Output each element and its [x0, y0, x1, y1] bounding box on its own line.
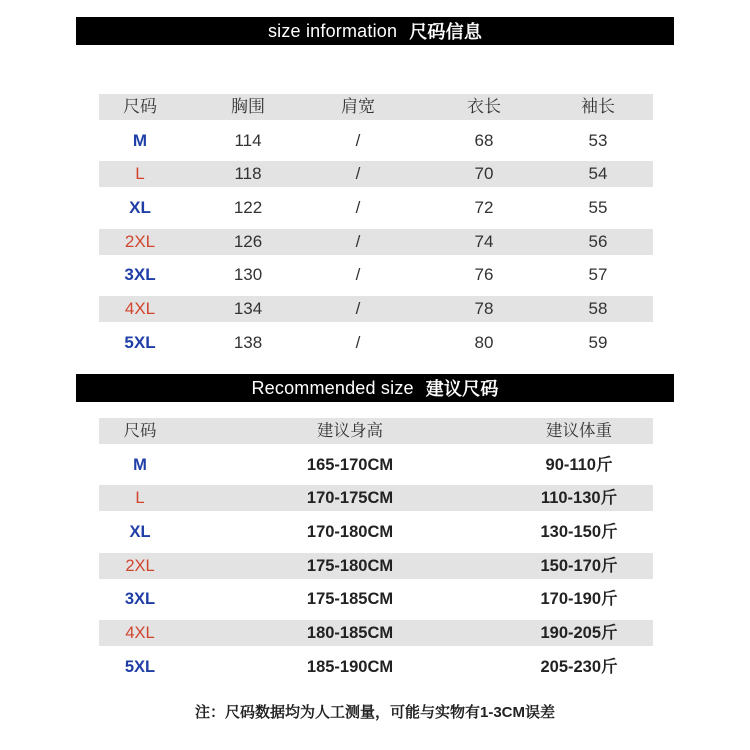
size-label: XL — [129, 523, 151, 542]
length-value: 80 — [474, 332, 494, 352]
length-value: 76 — [474, 265, 494, 285]
chest-value: 138 — [233, 332, 263, 352]
shoulder-value: / — [355, 164, 361, 184]
sleeve-value: 53 — [588, 130, 608, 150]
sleeve-value: 59 — [588, 332, 608, 352]
recommended-size-table — [99, 418, 653, 688]
sleeve-value: 58 — [588, 299, 608, 319]
size-info-banner-cn: 尺码信息 — [409, 22, 483, 42]
weight-value: 205-230斤 — [540, 657, 618, 676]
length-value: 74 — [474, 231, 494, 251]
chest-value: 134 — [233, 299, 263, 319]
header-length: 衣长 — [467, 97, 501, 116]
table-row — [99, 296, 653, 322]
sleeve-value: 56 — [588, 231, 608, 251]
table-row — [99, 330, 653, 356]
size-info-table — [99, 94, 653, 364]
header-height: 建议身高 — [317, 422, 383, 440]
weight-value: 90-110斤 — [545, 455, 613, 474]
size-label: XL — [129, 198, 151, 218]
measurement-note: 注：尺码数据均为人工测量，可能与实物有1-3CM误差 — [194, 704, 555, 721]
weight-value: 130-150斤 — [540, 523, 618, 542]
header-sleeve: 袖长 — [581, 97, 615, 116]
table-row — [99, 262, 653, 288]
header-size: 尺码 — [123, 97, 157, 116]
weight-value: 190-205斤 — [540, 624, 618, 643]
table-row — [99, 553, 653, 579]
height-value: 165-170CM — [306, 455, 394, 474]
size-info-banner — [76, 17, 674, 45]
size-label: L — [135, 489, 145, 508]
table-row — [99, 195, 653, 221]
shoulder-value: / — [355, 130, 361, 150]
shoulder-value: / — [355, 332, 361, 352]
chest-value: 114 — [234, 130, 262, 150]
table-row — [99, 519, 653, 545]
chest-value: 118 — [234, 164, 262, 184]
shoulder-value: / — [355, 299, 361, 319]
sleeve-value: 55 — [588, 198, 608, 218]
table-header-row — [99, 418, 653, 444]
height-value: 175-185CM — [306, 590, 394, 609]
size-label: M — [132, 130, 148, 150]
table-row — [99, 128, 653, 154]
table-row — [99, 586, 653, 612]
size-label: 2XL — [125, 556, 155, 575]
header-shoulder: 肩宽 — [341, 97, 375, 116]
recommended-banner-cn: 建议尺码 — [425, 379, 499, 399]
sleeve-value: 57 — [588, 265, 608, 285]
length-value: 68 — [474, 130, 494, 150]
shoulder-value: / — [355, 231, 361, 251]
length-value: 70 — [474, 164, 494, 184]
header-weight: 建议体重 — [546, 422, 612, 440]
height-value: 170-175CM — [306, 489, 394, 508]
shoulder-value: / — [355, 265, 361, 285]
size-label: 4XL — [125, 624, 155, 643]
size-label: 3XL — [124, 265, 156, 285]
table-row — [99, 161, 653, 187]
size-label: 4XL — [124, 299, 156, 319]
header-size: 尺码 — [123, 422, 157, 440]
table-row — [99, 654, 653, 680]
table-header-row — [99, 94, 653, 120]
height-value: 180-185CM — [306, 624, 394, 643]
shoulder-value: / — [355, 198, 361, 218]
table-row — [99, 485, 653, 511]
length-value: 72 — [474, 198, 494, 218]
size-label: 5XL — [124, 332, 156, 352]
weight-value: 150-170斤 — [540, 556, 618, 575]
size-label: M — [133, 455, 147, 474]
table-row — [99, 229, 653, 255]
size-label: 3XL — [124, 590, 156, 609]
chest-value: 130 — [233, 265, 263, 285]
height-value: 170-180CM — [306, 523, 394, 542]
table-row — [99, 620, 653, 646]
header-chest: 胸围 — [231, 97, 265, 116]
weight-value: 170-190斤 — [540, 590, 618, 609]
recommended-banner-en: Recommended size — [251, 377, 414, 398]
height-value: 175-180CM — [306, 556, 394, 575]
height-value: 185-190CM — [306, 657, 394, 676]
size-label: 5XL — [124, 657, 156, 676]
sleeve-value: 54 — [588, 164, 608, 184]
chest-value: 126 — [233, 231, 263, 251]
length-value: 78 — [474, 299, 494, 319]
size-label: 2XL — [124, 231, 156, 251]
size-info-banner-en: size information — [267, 20, 398, 41]
table-row — [99, 452, 653, 478]
size-label: L — [135, 164, 145, 184]
chest-value: 122 — [233, 198, 263, 218]
weight-value: 110-130斤 — [540, 489, 618, 508]
recommended-size-banner — [76, 374, 674, 402]
